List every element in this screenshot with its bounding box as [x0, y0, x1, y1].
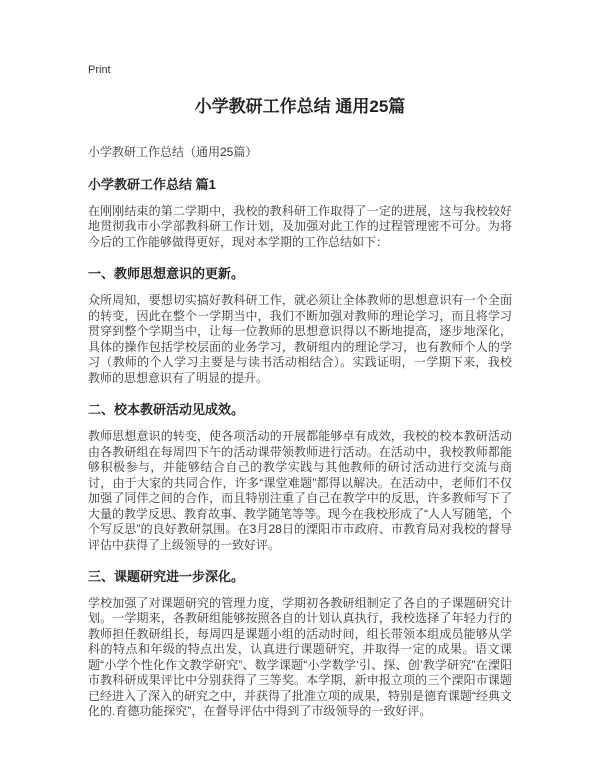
section-body-2: 教师思想意识的转变，使各项活动的开展都能够卓有成效，我校的校本教研活动由各教研组在每周四下午的活动课带领教师进行活动。在活动中，我校教师都能够积极参与，并能够结合自己的教学实践与其他教师的研讨活动进行交流与商讨，由于大家的共同合作，许多“课堂难题”都得以解决。在活动中，老师们不仅加强了同伴之间的合作，而且特别注重了自己在教学中的反思，许多教师写下了大量的教学反思、教育故事、教学随笔等等。现今在我校形成了“人人写随笔，个个写反思”的良好教研氛围。在3月28日的溧阳市市政府、市教育局对我校的督导评估中获得了上级领导的一致好评。 — [88, 429, 512, 552]
page-title: 小学教研工作总结 通用25篇 — [194, 97, 406, 116]
print-button[interactable]: Print — [88, 64, 111, 76]
section-heading-pian1: 小学教研工作总结 篇1 — [88, 176, 216, 192]
section-heading-2: 二、校本教研活动见成效。 — [88, 402, 245, 418]
section-heading-1: 一、教师思想意识的更新。 — [88, 266, 245, 282]
section-body-3: 学校加强了对课题研究的管理力度，学期初各教研组制定了各自的子课题研究计划。一学期来，各教研组能够按照各自的计划认真执行，我校选择了年轻力行的教师担任教研组长，每周四是课题小组的活动时间，组长带领本组成员能够从学科的特点和年级的特点出发，认真进行课题研究，并取得一定的成果。语文课题“小学个性化作文教学研究”、数学课题“小学数学‘引、探、创’教学研究”在溧阳市教科研成果评比中分别获得了三等奖。本学期，新申报立项的三个溧阳市课题已经进入了深入的研究之中，并获得了批准立项的成果，特别是德育课题“经典文化的.育德功能探究”，在督导评估中得到了市级领导的一致好评。 — [88, 595, 512, 719]
section-body-1: 众所周知，要想切实搞好教科研工作，就必须让全体教师的思想意识有一个全面的转变，因此在整个一学期当中，我们不断加强对教师的理论学习，而且将学习贯穿到整个学期当中，让每一位教师的思想意识得以不断地提高，逐步地深化，具体的操作包括学校层面的业务学习，教研组内的理论学习，也有教师个人的学习（教师的个人学习主要是与读书活动相结合）。实践证明，一学期下来，我校教师的思想意识有了明显的提升。 — [88, 293, 512, 385]
section-heading-3: 三、课题研究进一步深化。 — [88, 569, 245, 585]
document-subtitle: 小学教研工作总结（通用25篇） — [88, 145, 258, 160]
section-body-intro: 在刚刚结束的第二学期中，我校的教科研工作取得了一定的进展，这与我校较好地贯彻我市小学部教科研工作计划，及加强对此工作的过程管理密不可分。为将今后的工作能够做得更好，现对本学期的工作总结如下： — [88, 203, 512, 249]
